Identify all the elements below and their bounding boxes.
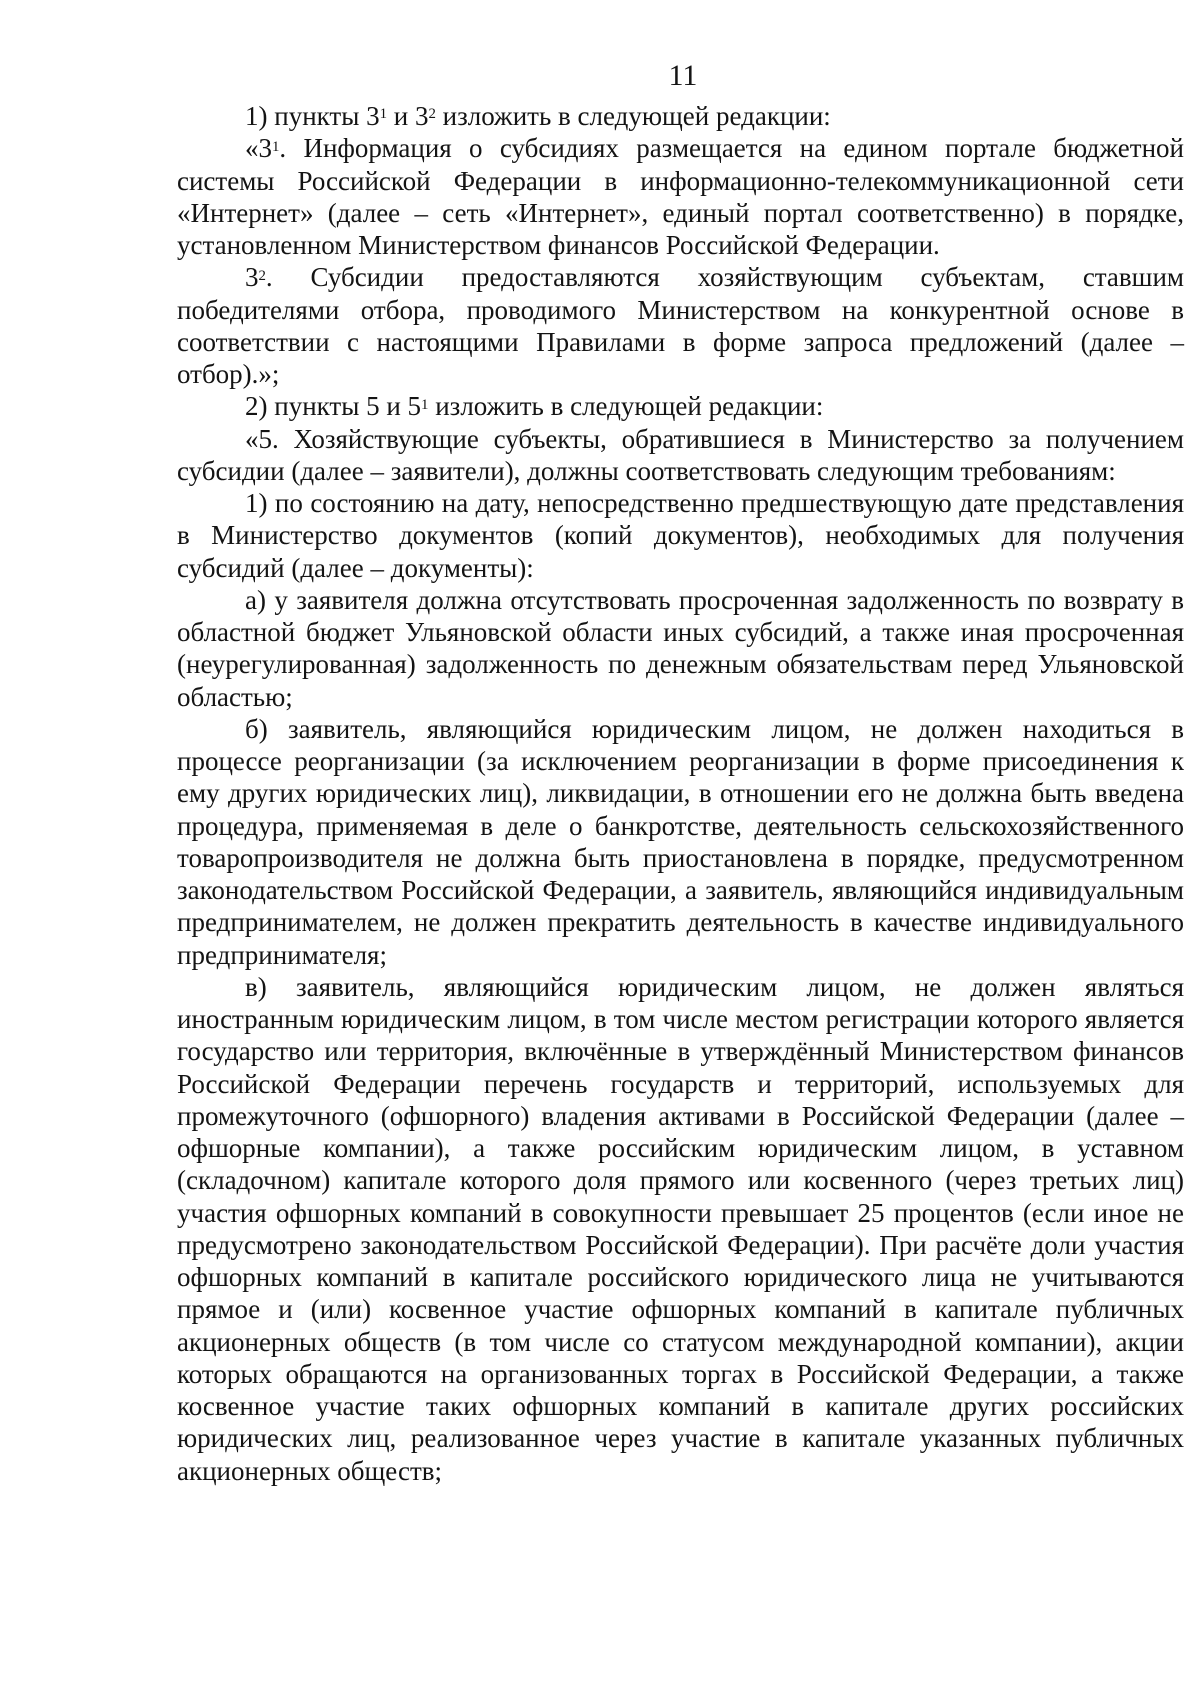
page-number: 11 — [668, 59, 698, 92]
document-body — [177, 100, 1184, 1487]
paragraph-p3 — [177, 261, 1184, 390]
paragraph-text: 1) пункты 3 — [245, 101, 380, 131]
paragraph-text: а) у заявителя должна отсутствовать просроченная задолженность по возврату в областной бюджет Ульяновской области иных субсидий, а также иная просроченная (неурегулированная) задолженность по денежным обязательствам перед Ульяновской областью; — [177, 584, 1184, 712]
paragraph-text: . Субсидии предоставляются хозяйствующим субъектам, ставшим победителями отбора, проводимого Министерством на конкурентной основе в соответствии с настоящими Правилами в форме запроса предложений (далее – отбор).»; — [177, 262, 1184, 389]
paragraph-text: «3 — [245, 133, 272, 164]
paragraph-text: б) заявитель, являющийся юридическим лицом, не должен находиться в процессе реорганизации (за исключением реорганизации в форме присоединения к ему других юридических лиц), ликвидации, в отношении его не должна быть введена процедура, применяемая в деле о банкротстве, деятельность сельскохозяйственного товаропроизводителя не должна быть приостановлена в порядке, предусмотренном законодательством Российской Федерации, а заявитель, являющийся индивидуальным предпринимателем, не должен прекратить деятельность в качестве индивидуального предпринимателя; — [177, 713, 1184, 970]
superscript: 1 — [272, 138, 280, 155]
paragraph-text: 3 — [245, 262, 259, 293]
superscript: 2 — [428, 106, 436, 123]
paragraph-text: изложить в следующей редакции: — [428, 391, 824, 422]
paragraph-text: «5. Хозяйствующие субъекты, обратившиеся в Министерство за получением субсидии (далее – заявители), должны соответствовать следующим требованиям: — [177, 423, 1184, 486]
paragraph-text: . Информация о субсидиях размещается на едином портале бюджетной системы Российской Федерации в информационно-телекоммуникационной сети «Интернет» (далее – сеть «Интернет», единый портал соответственно) в порядке, установленном Министерством финансов Российской Федерации. — [177, 133, 1184, 260]
superscript: 1 — [379, 106, 388, 123]
paragraph-p2 — [177, 132, 1184, 261]
paragraph-text: и 3 — [387, 101, 429, 131]
paragraph-p4 — [177, 390, 1184, 422]
superscript: 2 — [258, 267, 266, 284]
paragraph-p5 — [177, 423, 1184, 488]
paragraph-p7 — [177, 584, 1184, 713]
paragraph-text: изложить в следующей редакции: — [435, 101, 831, 131]
paragraph-p8 — [177, 713, 1184, 971]
paragraph-text: 1) по состоянию на дату, непосредственно предшествующую дате представления в Министерство документов (копий документов), необходимых для получения субсидий (далее – документы): — [177, 488, 1184, 583]
superscript: 1 — [421, 396, 429, 413]
paragraph-p9 — [177, 971, 1184, 1487]
paragraph-p1 — [177, 100, 1184, 132]
paragraph-p6 — [177, 487, 1184, 584]
paragraph-text: 2) пункты 5 и 5 — [245, 391, 422, 422]
paragraph-text: в) заявитель, являющийся юридическим лицом, не должен являться иностранным юридическим лицом, в том числе местом регистрации которого является государство или территория, включённые в утверждённый Министерством финансов Российской Федерации перечень государств и территорий, используемых для промежуточного (офшорного) владения активами в Российской Федерации (далее – офшорные компании), а также российским юридическим лицом, в уставном (складочном) капитале которого доля прямого или косвенного (через третьих лиц) участия офшорных компаний в совокупности превышает 25 процентов (если иное не предусмотрено законодательством Российской Федерации). При расчёте доли участия офшорных компаний в капитале российского юридического лица не учитываются прямое и (или) косвенное участие офшорных компаний в капитале публичных акционерных обществ (в том числе со статусом международной компании), акции которых обращаются на организованных торгах в Российской Федерации, а также косвенное участие таких офшорных компаний в капитале других российских юридических лиц, реализованное через участие в капитале указанных публичных акционерных обществ; — [177, 971, 1184, 1486]
